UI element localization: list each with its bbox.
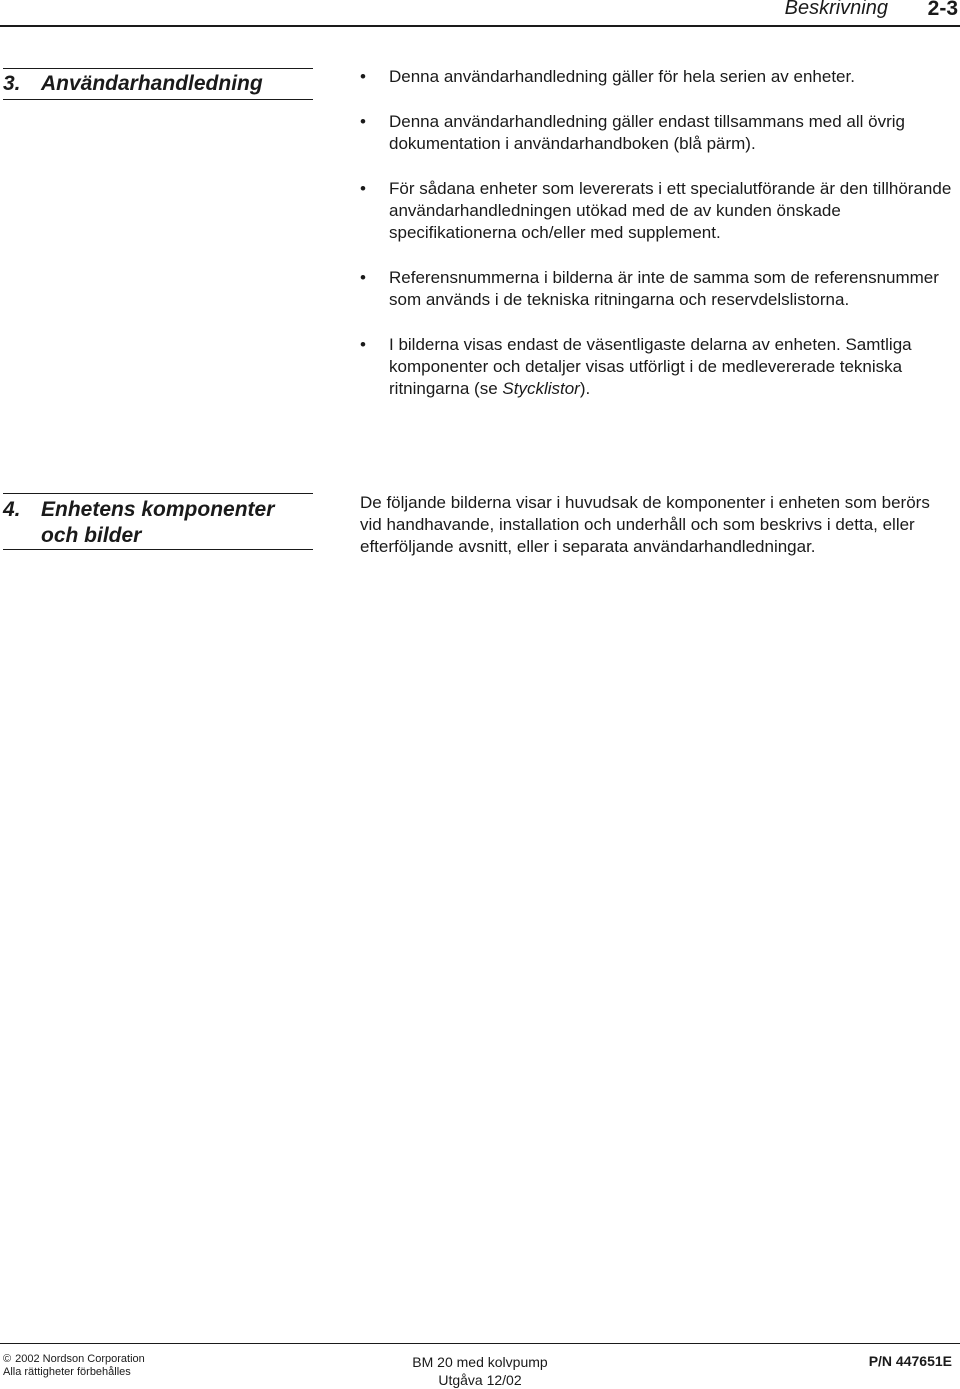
stycklistor-reference: Stycklistor bbox=[502, 379, 580, 398]
bullet-text bbox=[389, 335, 912, 398]
copyright-text: 2002 Nordson Corporation bbox=[15, 1353, 145, 1365]
bullet-item bbox=[360, 111, 955, 155]
footer-rule bbox=[0, 1343, 960, 1344]
section-4-number: 4. bbox=[3, 498, 21, 521]
manual-title: BM 20 med kolvpump bbox=[412, 1354, 548, 1370]
bullet-symbol: • bbox=[360, 335, 366, 354]
page-footer bbox=[0, 1343, 960, 1387]
section-4-paragraph: De följande bilderna visar i huvudsak de komponenter i enheten som berörs vid handhavande, installation och underhåll och som beskrivs i detta, eller efterföljande avsnitt, eller i separata användarhandledningar. bbox=[360, 493, 930, 556]
header-title: Beskrivning bbox=[784, 0, 888, 19]
section-3-title: Användarhandledning bbox=[41, 72, 263, 95]
bullet-text-end: ). bbox=[579, 379, 591, 398]
header-rule bbox=[0, 25, 960, 27]
part-number: P/N 447651E bbox=[868, 1353, 952, 1369]
section-4-heading bbox=[3, 493, 313, 550]
bullet-item bbox=[360, 178, 955, 244]
page-number: 2-3 bbox=[927, 0, 958, 20]
section-4-title-line2: och bilder bbox=[41, 524, 142, 547]
footer-manual-block bbox=[380, 1353, 580, 1389]
bullet-item bbox=[360, 267, 955, 311]
bullet-symbol: • bbox=[360, 179, 366, 198]
bullet-item bbox=[360, 334, 955, 400]
bullet-item bbox=[360, 66, 955, 88]
bullet-text: Denna användarhandledning gäller för hela serien av enheter. bbox=[389, 67, 855, 86]
bullet-symbol: • bbox=[360, 112, 366, 131]
footer-copyright-block bbox=[3, 1353, 145, 1379]
bullet-text-main: I bilderna visas endast de väsentligaste delarna av enheten. Samtliga komponenter och detaljer visas utförligt i de medlevererade tekniska ritningarna (se bbox=[389, 335, 912, 398]
bullet-text: Referensnummerna i bilderna är inte de samma som de referensnummer som används i de tekniska ritningarna och reservdelslistorna. bbox=[389, 268, 939, 309]
section-4-title-line1: Enhetens komponenter bbox=[41, 498, 275, 521]
rights-text: Alla rättigheter förbehålles bbox=[3, 1366, 131, 1378]
bullet-text: För sådana enheter som levererats i ett specialutförande är den tillhörande användarhandledningen utökad med de av kunden önskade specifikationerna och/eller med supplement. bbox=[389, 179, 952, 242]
page-header bbox=[0, 0, 960, 24]
section-3-bullet-list bbox=[360, 66, 955, 423]
section-3-heading bbox=[3, 68, 313, 100]
edition-text: Utgåva 12/02 bbox=[438, 1372, 522, 1388]
section-3-number: 3. bbox=[3, 72, 21, 95]
bullet-text: Denna användarhandledning gäller endast tillsammans med all övrig dokumentation i användarhandboken (blå pärm). bbox=[389, 112, 905, 153]
bullet-symbol: • bbox=[360, 268, 366, 287]
bullet-symbol: • bbox=[360, 67, 366, 86]
copyright-symbol: © bbox=[3, 1353, 12, 1365]
